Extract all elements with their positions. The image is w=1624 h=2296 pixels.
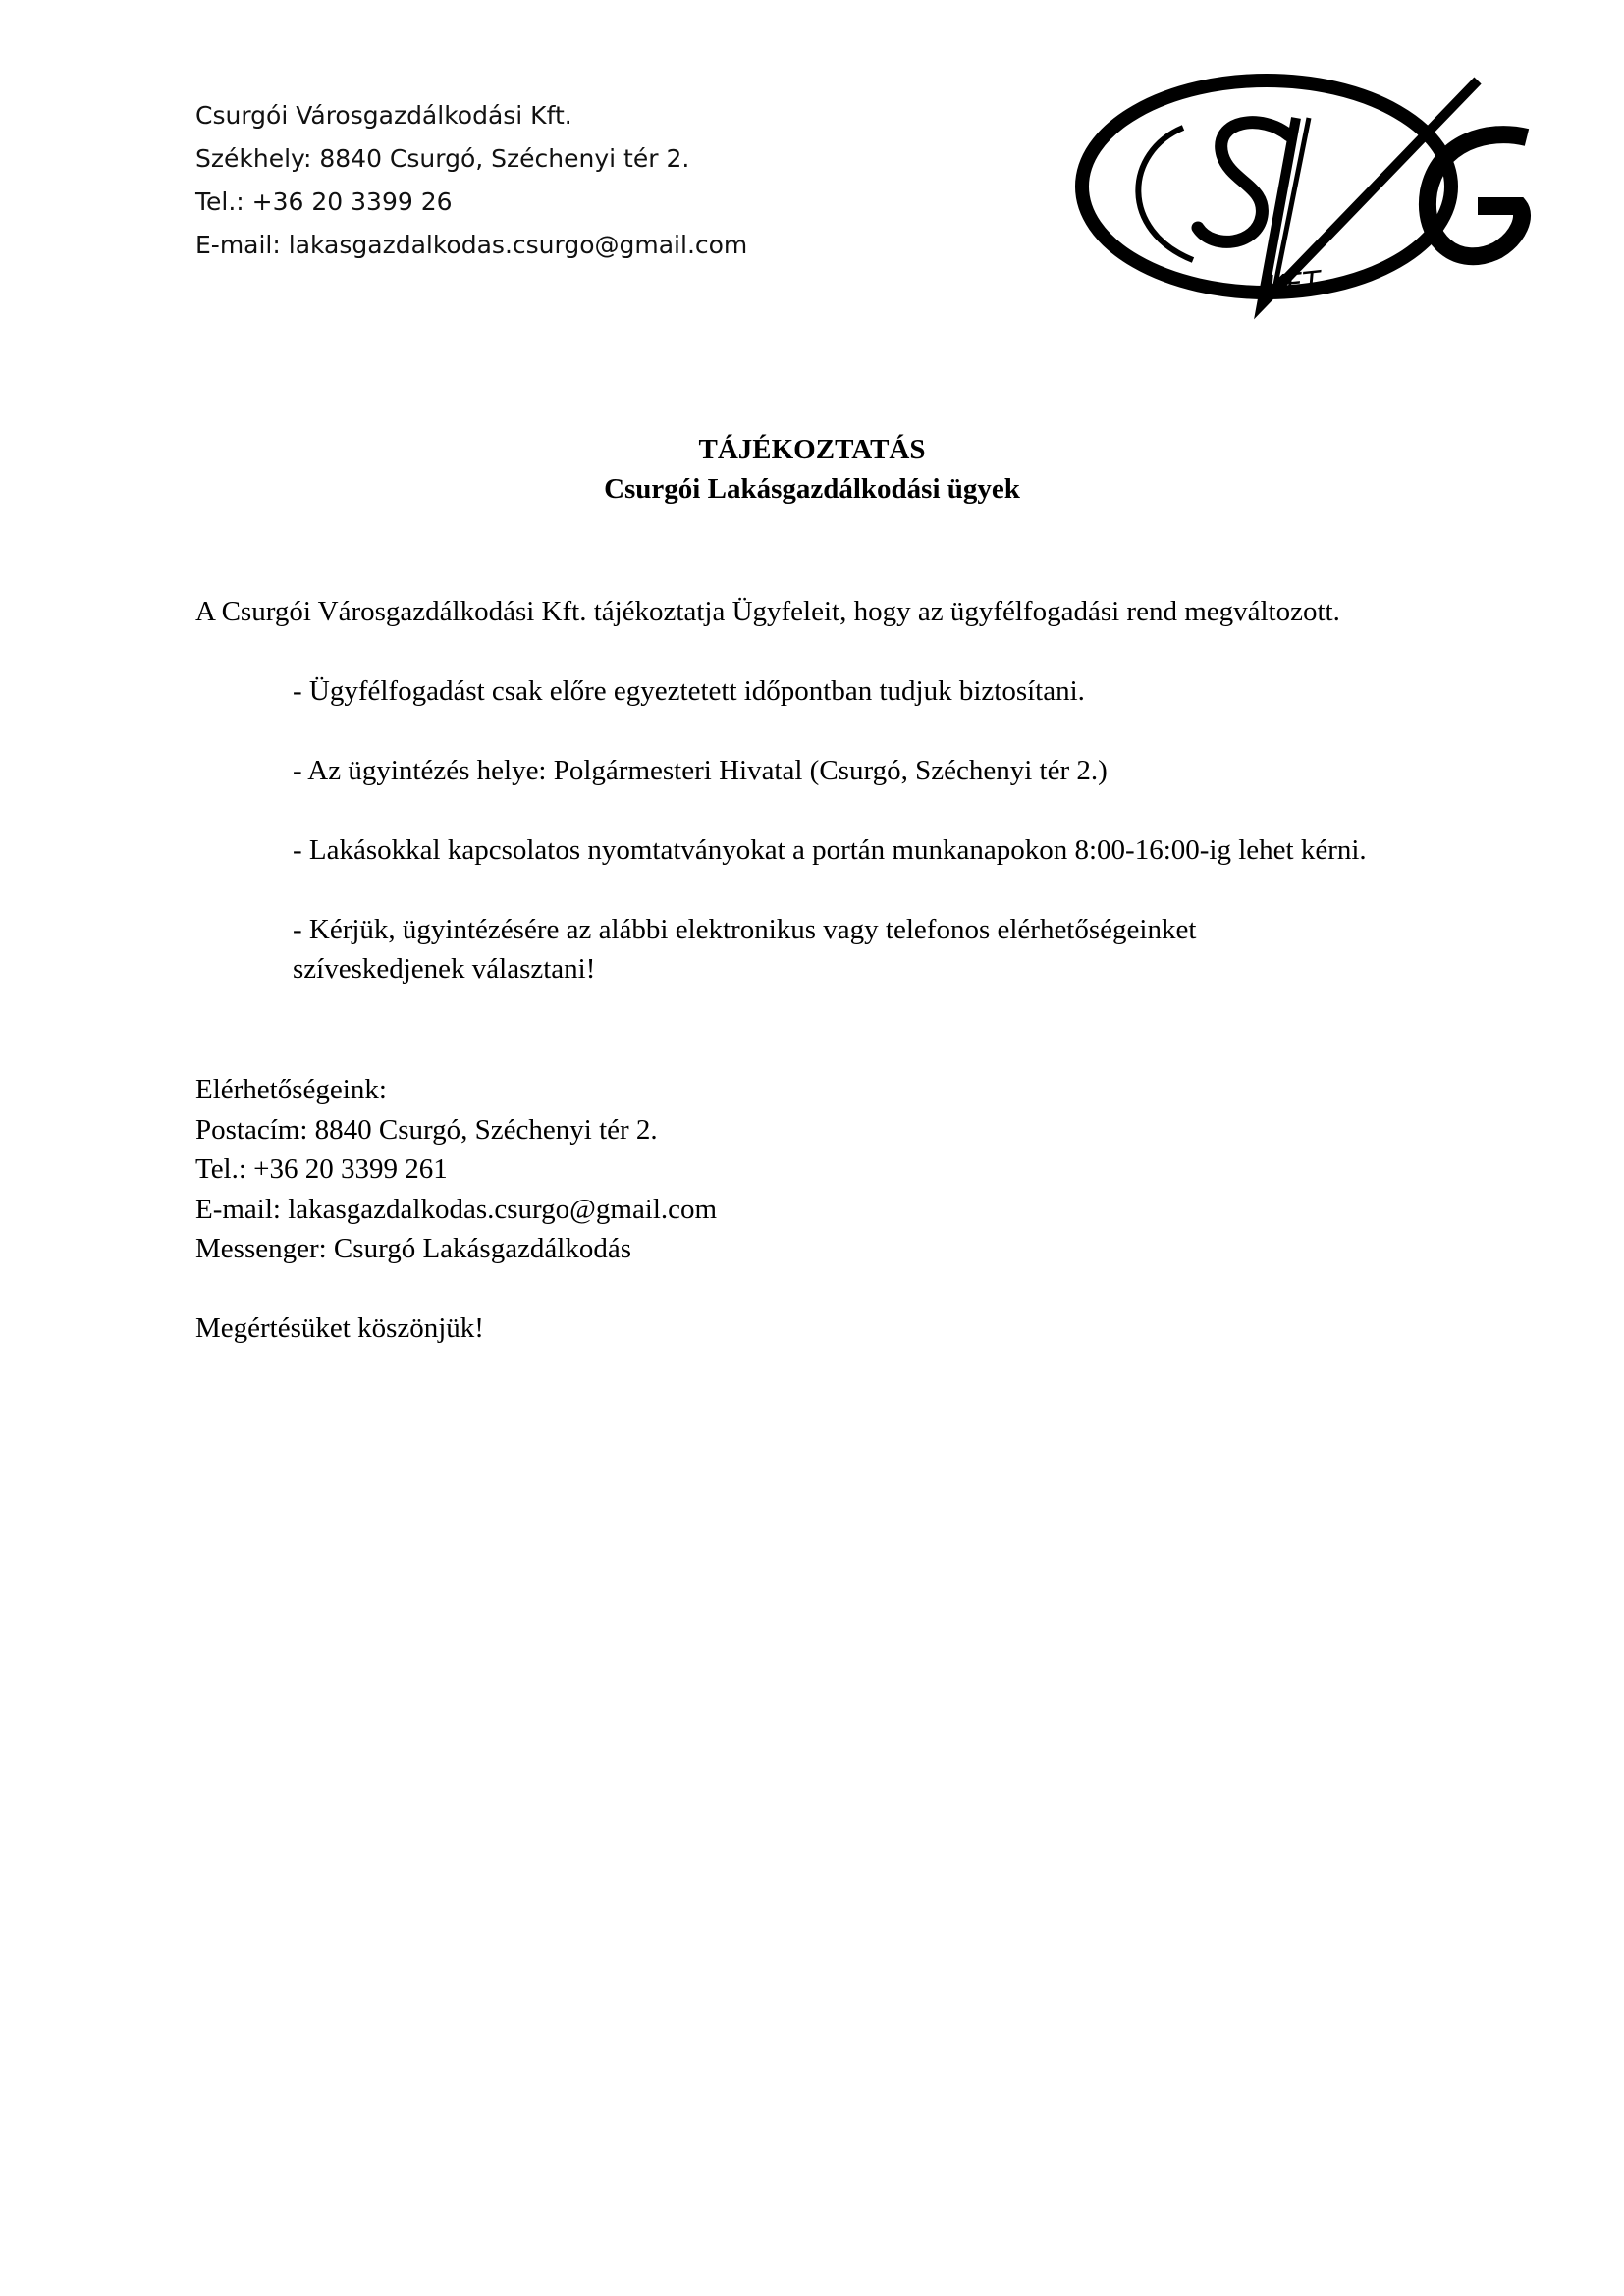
company-email: E-mail: lakasgazdalkodas.csurgo@gmail.com bbox=[195, 231, 748, 259]
notice-title-block bbox=[0, 430, 1624, 508]
bullet-forms: - Lakásokkal kapcsolatos nyomtatványokat a portán munkanapokon 8:00-16:00-ig lehet kérni. bbox=[293, 834, 1367, 866]
company-phone: Tel.: +36 20 3399 26 bbox=[195, 187, 453, 216]
letterhead bbox=[195, 94, 747, 267]
contacts-messenger: Messenger: Csurgó Lakásgazdálkodás bbox=[195, 1233, 632, 1264]
bullet-contact-request-cont: szíveskedjenek választani! bbox=[293, 953, 596, 985]
contacts-block bbox=[195, 1070, 717, 1269]
page-subtitle: Csurgói Lakásgazdálkodási ügyek bbox=[604, 473, 1020, 505]
logo-kft-text: KFT bbox=[1265, 264, 1323, 305]
contacts-postal: Postacím: 8840 Csurgó, Széchenyi tér 2. bbox=[195, 1113, 658, 1146]
intro-paragraph: A Csurgói Városgazdálkodási Kft. tájékoztatja Ügyfeleit, hogy az ügyfélfogadási rend megváltozott. bbox=[195, 596, 1340, 627]
bullet-contact-request: - Kérjük, ügyintézésére az alábbi elektronikus vagy telefonos elérhetőségeinket bbox=[293, 914, 1197, 945]
contacts-email: E-mail: lakasgazdalkodas.csurgo@gmail.com bbox=[195, 1193, 718, 1225]
contacts-heading: Elérhetőségeink: bbox=[195, 1074, 387, 1105]
company-address: Székhely: 8840 Csurgó, Széchenyi tér 2. bbox=[195, 144, 690, 173]
company-name: Csurgói Városgazdálkodási Kft. bbox=[195, 101, 572, 130]
svg-kft-logo-icon bbox=[1065, 59, 1537, 324]
bullet-appointment: - Ügyfélfogadást csak előre egyeztetett időpontban tudjuk biztosítani. bbox=[293, 675, 1085, 707]
bullet-location: - Az ügyintézés helye: Polgármesteri Hivatal (Csurgó, Széchenyi tér 2.) bbox=[293, 755, 1108, 786]
page-title: TÁJÉKOZTATÁS bbox=[698, 434, 926, 465]
closing-text: Megértésüket köszönjük! bbox=[195, 1312, 484, 1344]
contacts-phone: Tel.: +36 20 3399 261 bbox=[195, 1153, 448, 1185]
